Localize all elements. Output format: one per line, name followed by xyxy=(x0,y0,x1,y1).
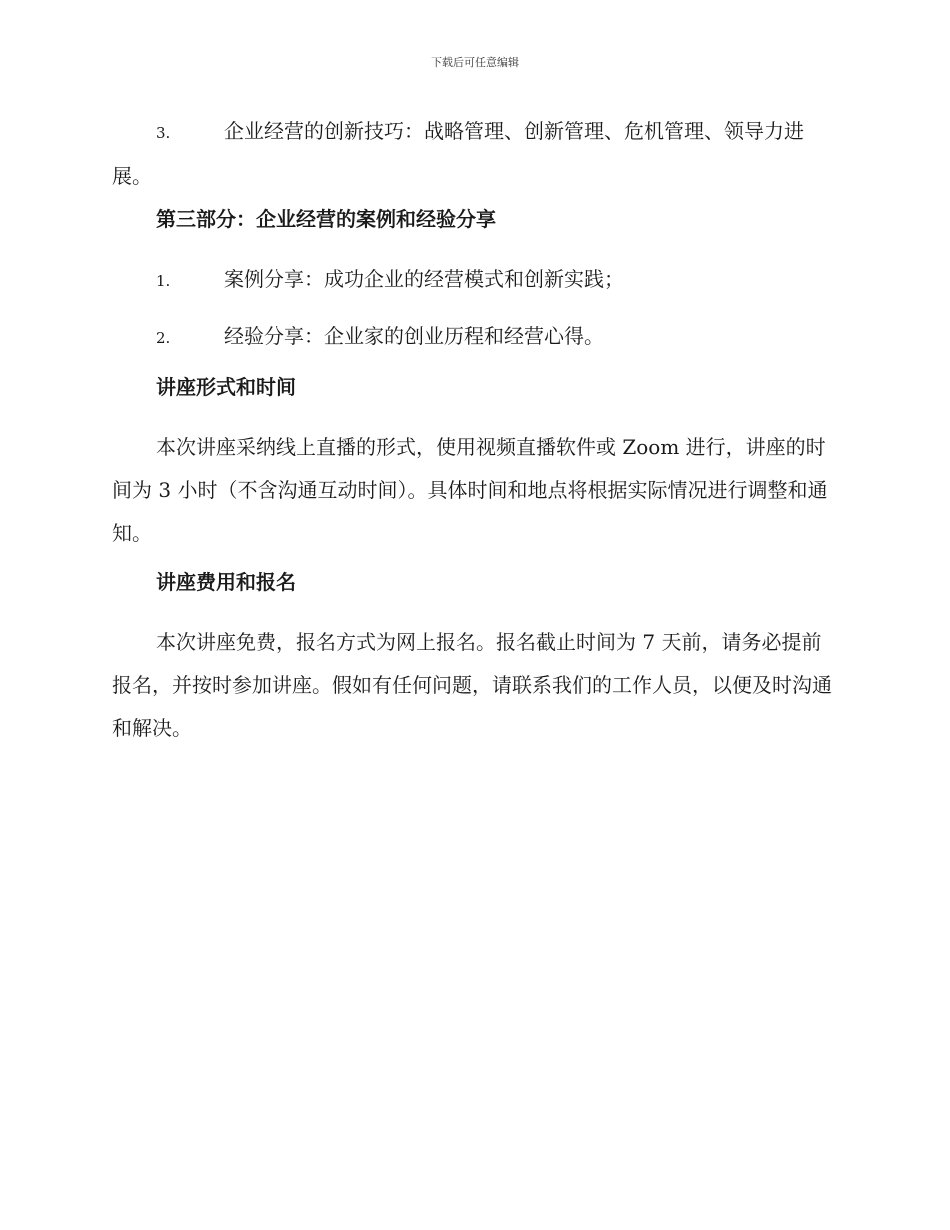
list-item-number: 3. xyxy=(156,124,171,142)
format-paragraph: 本次讲座采纳线上直播的形式，使用视频直播软件或 Zoom 进行，讲座的时间为 3 小时（不含沟通互动时间）。具体时间和地点将根据实际情况进行调整和通知。 xyxy=(112,435,828,545)
list-item-text: 经验分享：企业家的创业历程和经营心得。 xyxy=(224,324,604,348)
list-item xyxy=(112,258,832,303)
list-item xyxy=(112,110,832,198)
document-body xyxy=(112,110,832,762)
section-heading-fee: 讲座费用和报名 xyxy=(156,570,296,594)
list-item-text: 案例分享：成功企业的经营模式和创新实践； xyxy=(224,267,624,291)
list-item-text: 企业经营的创新技巧：战略管理、创新管理、危机管理、领导力进展。 xyxy=(112,119,804,188)
list-item-number: 1. xyxy=(156,272,171,290)
page-header: 下载后可任意编辑 xyxy=(431,56,519,69)
section-heading-format: 讲座形式和时间 xyxy=(156,375,296,399)
list-item xyxy=(112,315,832,360)
fee-paragraph: 本次讲座免费，报名方式为网上报名。报名截止时间为 7 天前，请务必提前报名，并按时参加讲座。假如有任何问题，请联系我们的工作人员，以便及时沟通和解决。 xyxy=(112,630,832,740)
section-heading-part3: 第三部分：企业经营的案例和经验分享 xyxy=(156,207,496,231)
list-item-number: 2. xyxy=(156,329,171,347)
